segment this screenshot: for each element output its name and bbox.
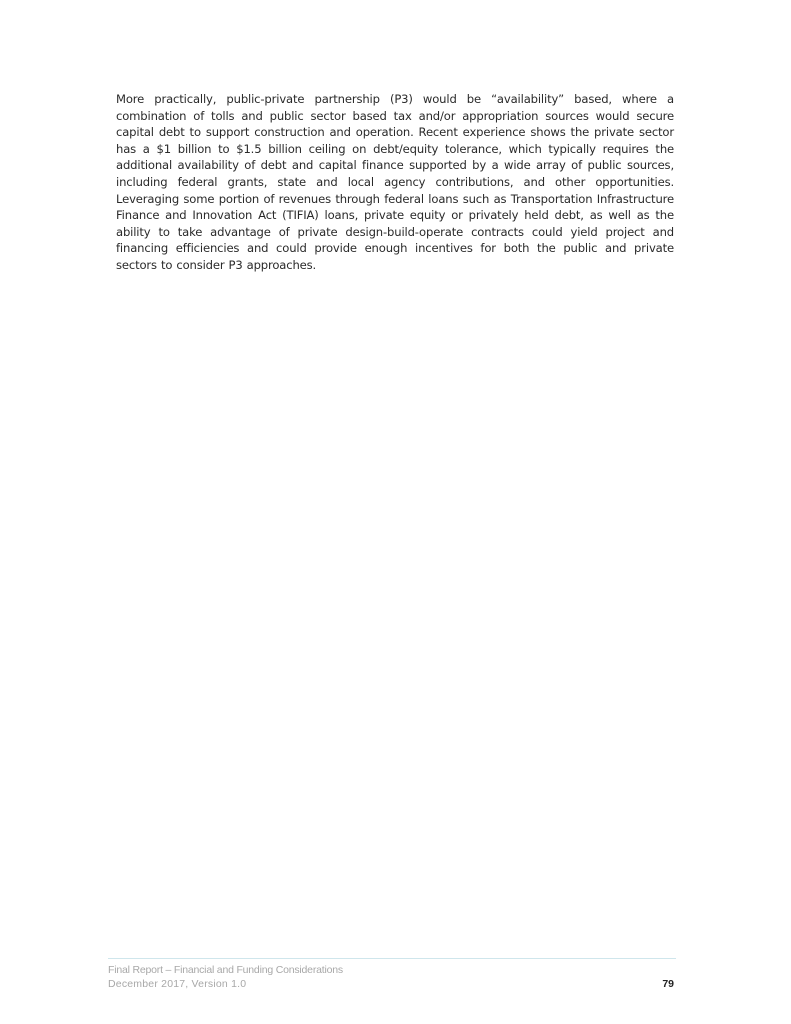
footer-report-title: Final Report – Financial and Funding Considerations — [108, 964, 343, 976]
footer-divider — [108, 958, 676, 959]
page-number: 79 — [662, 978, 674, 990]
footer-date-version: December 2017, Version 1.0 — [108, 978, 247, 990]
body-paragraph: More practically, public-private partnership (P3) would be “availability” based, where a combination of tolls and public sector based tax and/or appropriation sources would secure capital debt to support construction and operation. Recent experience shows the private sector has a $1 billion to $1.5 billion ceiling on debt/equity tolerance, which typically requires the additional availability of debt and capital finance supported by a wide array of public sources, including federal grants, state and local agency contributions, and other opportunities. Leveraging some portion of revenues through federal loans such as Transportation Infrastructure Finance and Innovation Act (TIFIA) loans, private equity or privately held debt, as well as the ability to take advantage of private design-build-operate contracts could yield project and financing efficiencies and could provide enough incentives for both the public and private sectors to consider P3 approaches. — [116, 92, 674, 272]
